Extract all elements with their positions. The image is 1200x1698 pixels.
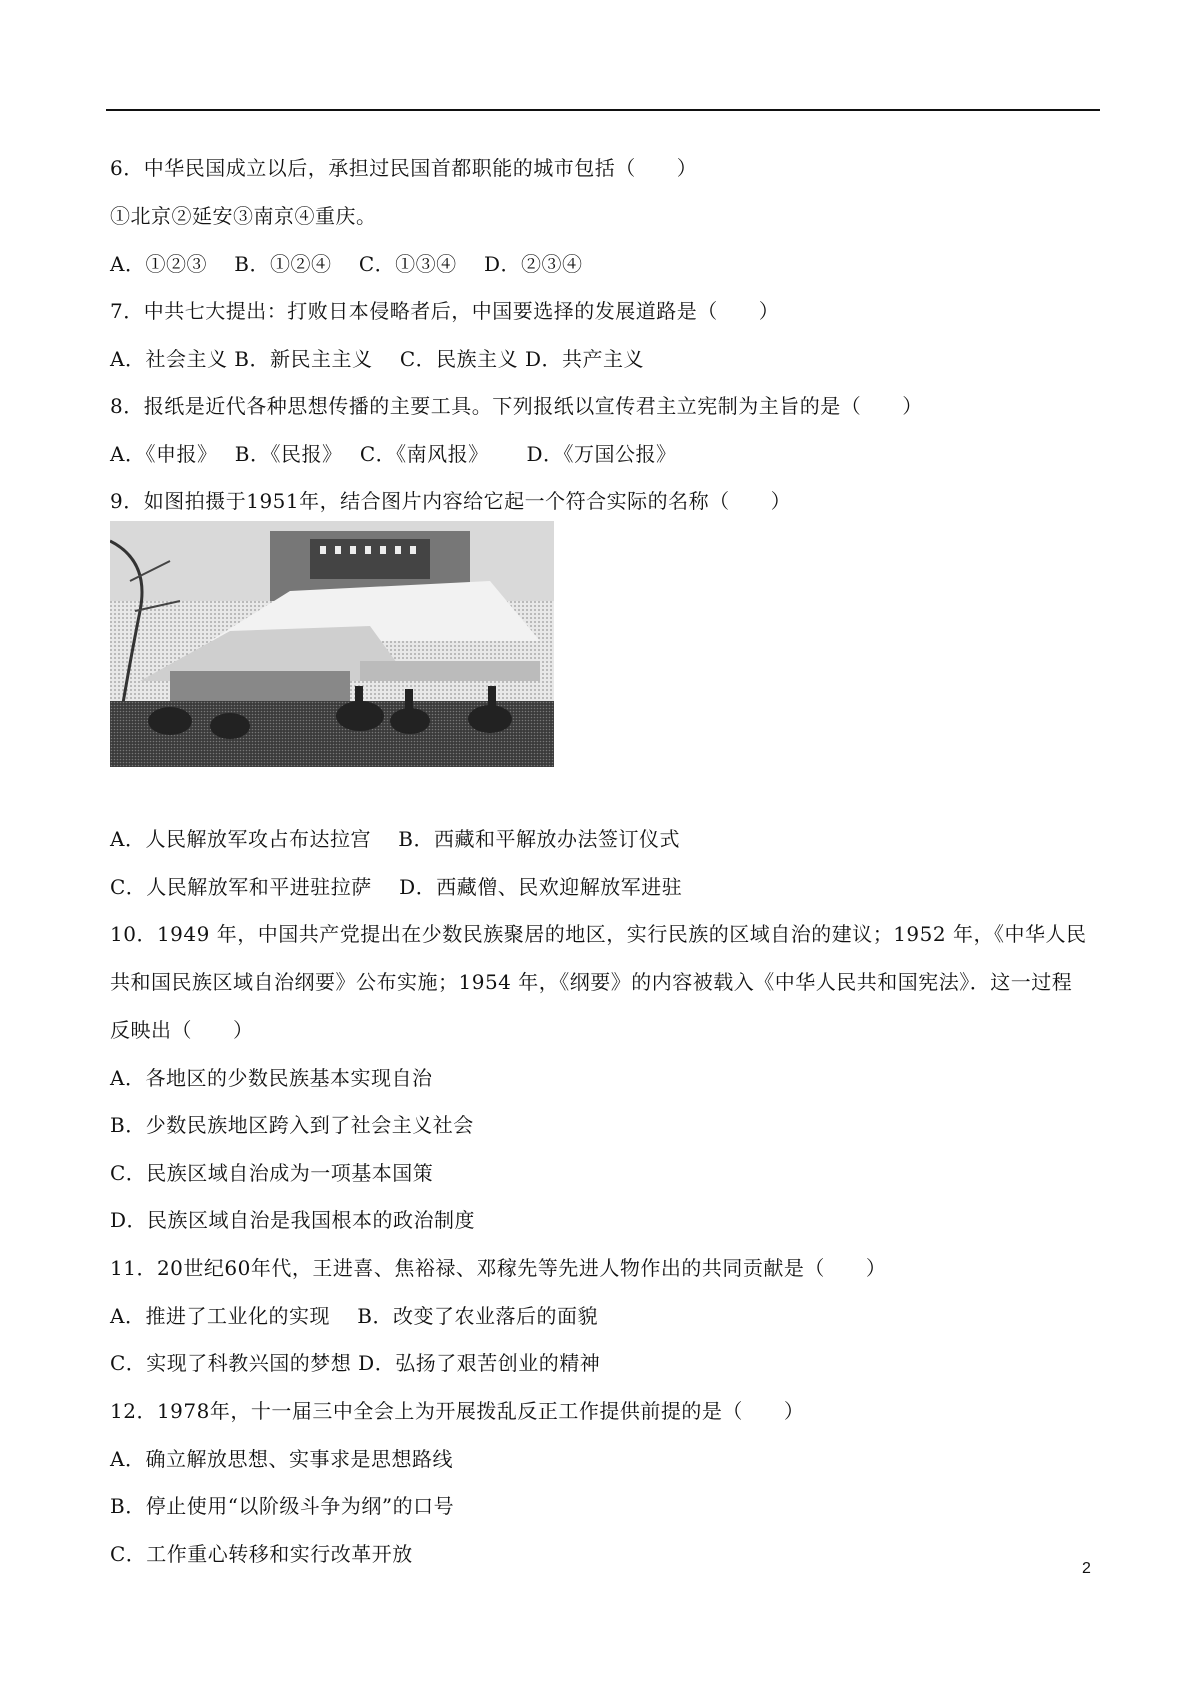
q10-option-a: A．各地区的少数民族基本实现自治 [110, 1066, 433, 1090]
q10-option-c: C．民族区域自治成为一项基本国策 [110, 1161, 434, 1185]
q10-stem-1: 10．1949 年，中国共产党提出在少数民族聚居的地区，实行民族的区域自治的建议；1952 年，《中华人民 [110, 922, 1087, 946]
photo-illustration [110, 521, 554, 777]
q7-options: A．社会主义 B．新民主主义 C．民族主义 D．共产主义 [110, 347, 645, 371]
q7-stem: 7．中共七大提出：打败日本侵略者后，中国要选择的发展道路是（ ） [110, 299, 780, 323]
q6-options: A．①②③ B．①②④ C．①③④ D．②③④ [110, 252, 583, 276]
q11-stem: 11．20世纪60年代，王进喜、焦裕禄、邓稼先等先进人物作出的共同贡献是（ ） [110, 1256, 887, 1280]
q11-options-2: C．实现了科教兴国的梦想 D．弘扬了艰苦创业的精神 [110, 1351, 601, 1375]
q12-option-c: C．工作重心转移和实行改革开放 [110, 1542, 413, 1566]
q12-stem: 12．1978年，十一届三中全会上为开展拨乱反正工作提供前提的是（ ） [110, 1399, 805, 1423]
header-rule [106, 109, 1100, 111]
q10-option-d: D．民族区域自治是我国根本的政治制度 [110, 1208, 476, 1232]
q10-stem-3: 反映出（ ） [110, 1018, 254, 1042]
q9-options-1: A．人民解放军攻占布达拉宫 B．西藏和平解放办法签订仪式 [110, 827, 680, 851]
q6-extra: ①北京②延安③南京④重庆。 [110, 204, 377, 228]
q8-options: A．《申报》 B．《民报》 C．《南风报》 D．《万国公报》 [110, 442, 677, 466]
q11-options-1: A．推进了工业化的实现 B．改变了农业落后的面貌 [110, 1304, 598, 1328]
q10-stem-2: 共和国民族区域自治纲要》公布实施；1954 年，《纲要》的内容被载入《中华人民共和国宪法》．这一过程 [110, 970, 1073, 994]
q12-option-a: A．确立解放思想、实事求是思想路线 [110, 1447, 453, 1471]
q12-option-b: B．停止使用“以阶级斗争为纲”的口号 [110, 1494, 455, 1518]
q10-option-b: B．少数民族地区跨入到了社会主义社会 [110, 1113, 474, 1137]
q9-stem: 9．如图拍摄于1951年，结合图片内容给它起一个符合实际的名称（ ） [110, 489, 792, 513]
q9-options-2: C．人民解放军和平进驻拉萨 D．西藏僧、民欢迎解放军进驻 [110, 875, 683, 899]
page-number: 2 [1082, 1560, 1091, 1577]
q6-stem: 6．中华民国成立以后，承担过民国首都职能的城市包括（ ） [110, 156, 698, 180]
q8-stem: 8．报纸是近代各种思想传播的主要工具。下列报纸以宣传君主立宪制为主旨的是（ ） [110, 394, 923, 418]
q9-photo [110, 521, 554, 777]
